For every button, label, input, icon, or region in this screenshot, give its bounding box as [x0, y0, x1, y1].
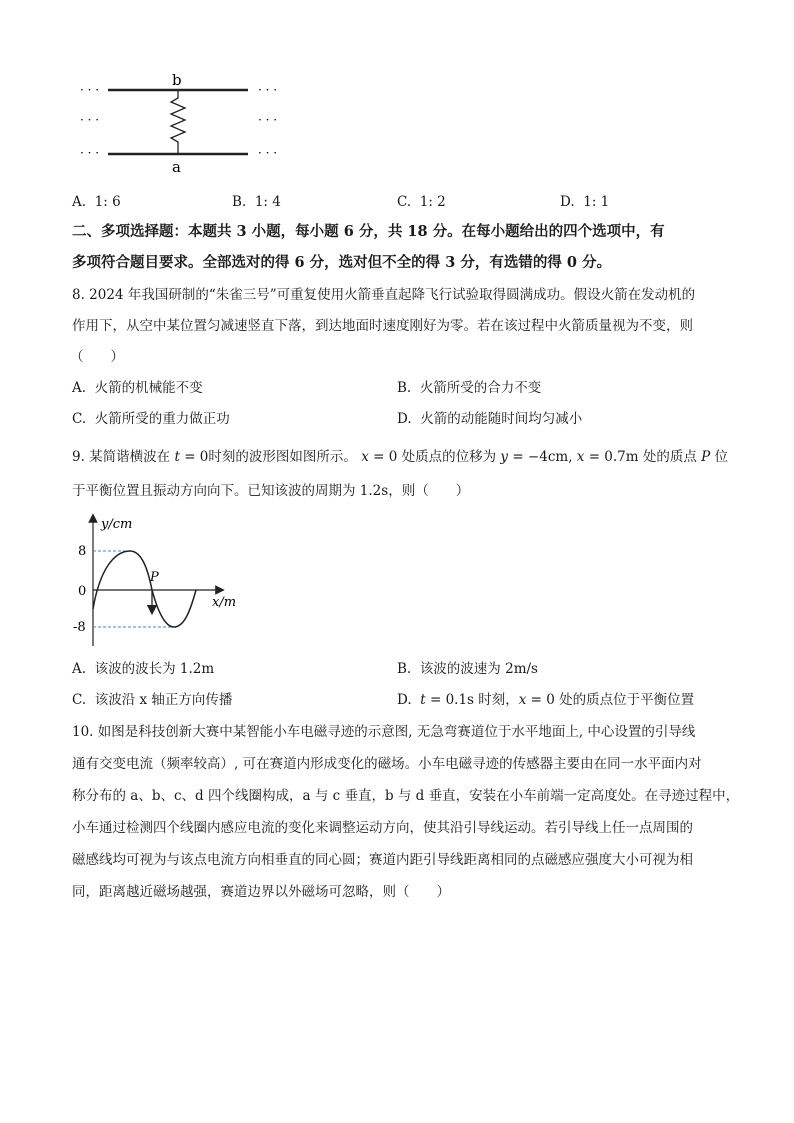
q9-stem-line1	[72, 447, 728, 467]
q7-dots-top-left: · · ·	[80, 83, 100, 97]
q9-var-x: x	[361, 449, 369, 465]
option-text: 该波的波长为 1.2m	[94, 661, 215, 677]
option-text: 1: 1	[583, 194, 610, 210]
q7-option-b[interactable]	[232, 192, 281, 212]
q9-var-t: t	[174, 449, 180, 465]
q7-dots-mid-left: · · ·	[80, 113, 100, 127]
option-letter: A.	[72, 380, 87, 396]
option-text: 火箭的动能随时间均匀减小	[420, 411, 583, 427]
q9-option-d[interactable]	[397, 690, 694, 710]
q10-stem-line6: 同，距离越近磁场越强，赛道边界以外磁场可忽略，则（ ）	[72, 884, 450, 900]
section2-heading-line2: 多项符合题目要求。全部选对的得 6 分，选对但不全的得 3 分，有选错的得 0 分。	[72, 254, 612, 271]
q9-x-axis-label: x/m	[212, 595, 237, 610]
q9-tick-neg8: -8	[73, 620, 86, 635]
q7-option-a[interactable]	[72, 192, 121, 212]
q9-y-axis-label: y/cm	[101, 517, 133, 532]
q8-answer-bracket: （ ）	[70, 349, 124, 365]
option-text: = 0 处的质点位于平衡位置	[526, 692, 695, 708]
option-letter: B.	[397, 380, 412, 396]
option-var-x: x	[518, 692, 527, 708]
q10-stem-line4: 小车通过检测四个线圈内感应电流的变化来调整运动方向，使其沿引导线运动。若引导线上任一点周围的	[72, 820, 693, 836]
option-text: 火箭所受的重力做正功	[94, 411, 230, 427]
q9-text: 位	[710, 449, 729, 465]
option-letter: C.	[72, 692, 87, 708]
q9-text: = 0 处质点的位移为	[368, 449, 501, 465]
q7-figure	[78, 68, 298, 178]
q7-option-c[interactable]	[397, 192, 446, 212]
q9-wave-graph	[70, 508, 250, 650]
option-letter: A.	[72, 661, 87, 677]
q7-label-a: a	[172, 158, 181, 176]
option-text: 1: 4	[254, 194, 281, 210]
q9-option-b[interactable]	[397, 659, 538, 679]
q9-tick-8: 8	[78, 544, 87, 559]
q8-stem-line2: 作用下，从空中某位置匀减速竖直下落，到达地面时速度刚好为零。若在该过程中火箭质量视为不变，则	[72, 318, 693, 334]
option-text: 1: 2	[419, 194, 446, 210]
q9-tick-0: 0	[78, 584, 87, 599]
q9-var-x: x	[576, 449, 585, 465]
q9-var-p: P	[701, 449, 711, 465]
q10-stem-line1: 10. 如图是科技创新大赛中某智能小车电磁寻迹的示意图, 无急弯赛道位于水平地面上, 中心设置的引导线	[72, 724, 696, 740]
q7-label-b: b	[172, 71, 182, 89]
q10-stem-line3: 称分布的 a、b、c、d 四个线圈构成，a 与 c 垂直，b 与 d 垂直，安装在小车前端一定高度处。在寻迹过程中，	[72, 788, 740, 804]
q7-dots-bot-left: · · ·	[80, 146, 100, 160]
q9-text: = 0.7m 处的质点	[584, 449, 702, 465]
option-letter: D.	[560, 194, 575, 210]
section2-heading-line1: 二、多项选择题：本题共 3 小题，每小题 6 分，共 18 分。在每小题给出的四个选项中，有	[72, 223, 665, 240]
option-letter: A.	[72, 194, 87, 210]
option-text: 火箭的机械能不变	[94, 380, 203, 396]
q7-dots-bot-right: · · ·	[258, 146, 278, 160]
option-text: 1: 6	[94, 194, 121, 210]
q7-option-d[interactable]	[560, 192, 609, 212]
option-letter: B.	[232, 194, 247, 210]
option-var-t: t	[420, 692, 426, 708]
option-letter: C.	[397, 194, 412, 210]
q8-option-c[interactable]	[72, 409, 230, 429]
q10-stem-line2: 通有交变电流（频率较高）, 可在赛道内形成变化的磁场。小车电磁寻迹的传感器主要由在同一水平面内对	[72, 756, 702, 772]
q9-text: = −4cm,	[508, 449, 577, 465]
q9-var-y: y	[500, 449, 509, 465]
q10-stem-line5: 磁感线均可视为与该点电流方向相垂直的同心圆；赛道内距引导线距离相同的点磁感应强度大小可视为相	[72, 852, 693, 868]
q8-stem-line1: 8. 2024 年我国研制的“朱雀三号”可重复使用火箭垂直起降飞行试验取得圆满成功。假设火箭在发动机的	[72, 287, 696, 303]
q8-option-b[interactable]	[397, 378, 541, 398]
q9-stem-line2: 于平衡位置且振动方向向下。已知该波的周期为 1.2s，则（ ）	[72, 483, 470, 499]
option-letter: D.	[397, 411, 412, 427]
option-text: 该波的波速为 2m/s	[419, 661, 538, 677]
option-text: 火箭所受的合力不变	[419, 380, 542, 396]
q9-text: 9. 某简谐横波在	[72, 449, 175, 465]
q8-option-d[interactable]	[397, 409, 582, 429]
option-text: = 0.1s 时刻，	[425, 692, 519, 708]
q9-text: = 0时刻的波形图如图所示。	[179, 449, 362, 465]
q7-spring	[171, 90, 185, 154]
q7-dots-top-right: · · ·	[258, 83, 278, 97]
q9-option-c[interactable]	[72, 690, 232, 710]
q8-option-a[interactable]	[72, 378, 203, 398]
option-letter: D.	[397, 692, 412, 708]
q7-dots-mid-right: · · ·	[258, 113, 278, 127]
q9-point-p-label: P	[150, 570, 159, 585]
q9-option-a[interactable]	[72, 659, 214, 679]
option-letter: C.	[72, 411, 87, 427]
q9-wave-curve	[93, 551, 196, 627]
option-letter: B.	[397, 661, 412, 677]
option-text: 该波沿 x 轴正方向传播	[94, 692, 233, 708]
